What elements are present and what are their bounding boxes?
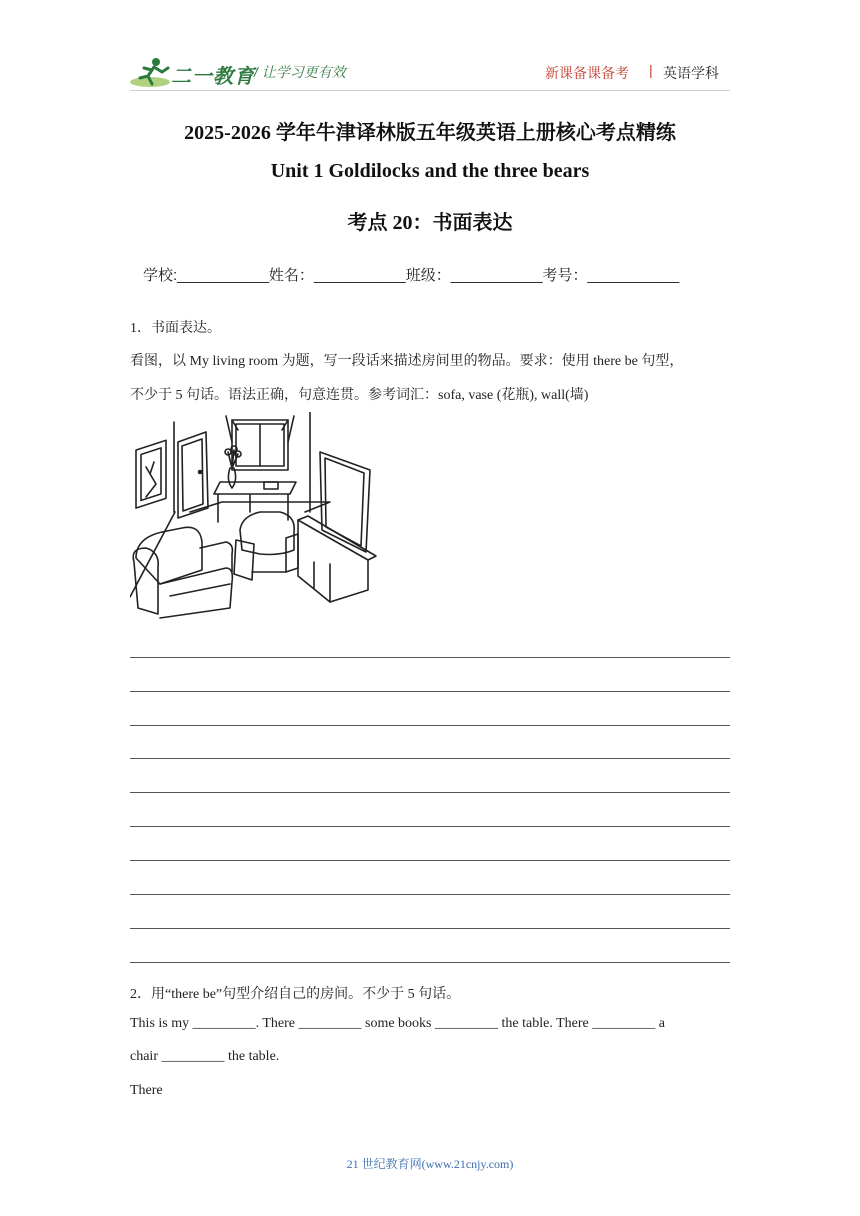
writing-line[interactable] [130, 928, 730, 929]
question-2-line-3: There [130, 1083, 163, 1098]
header-divider [130, 90, 730, 91]
logo-text: 二一教育 [171, 66, 255, 88]
question-1-instruction-2: 不少于 5 句话。语法正确，句意连贯。参考词汇：sofa, vase (花瓶), wall(墙) [130, 388, 589, 403]
writing-line[interactable] [130, 826, 730, 827]
writing-line[interactable] [130, 894, 730, 895]
writing-line[interactable] [130, 758, 730, 759]
slogan: / 让学习更有效 [254, 64, 346, 80]
writing-line[interactable] [130, 792, 730, 793]
question-2-heading: 2．用“there be”句型介绍自己的房间。不少于 5 句话。 [130, 987, 461, 1002]
header-separator: | [649, 62, 653, 78]
header-subject-label: 英语学科 [663, 65, 719, 81]
question-2-line-1: This is my _________. There _________ some books _________ the table. There _________ a [130, 1016, 665, 1031]
question-1-heading: 1．书面表达。 [130, 321, 221, 336]
writing-line[interactable] [130, 962, 730, 963]
question-2-line-2: chair _________ the table. [130, 1049, 280, 1064]
document-title: 2025-2026 学年牛津译林版五年级英语上册核心考点精练 [184, 122, 676, 144]
writing-line[interactable] [130, 657, 730, 658]
question-1-instruction-1: 看图，以 My living room 为题，写一段话来描述房间里的物品。要求：使用 there be 句型， [130, 354, 684, 369]
writing-line[interactable] [130, 691, 730, 692]
student-info-line: 学校:___________姓名：___________班级：___________考号：___________ [143, 267, 680, 284]
header-course-label: 新课备课备考 [545, 65, 629, 81]
living-room-illustration [130, 412, 378, 620]
unit-title: Unit 1 Goldilocks and the three bears [270, 160, 590, 182]
writing-line[interactable] [130, 860, 730, 861]
topic-title: 考点 20：书面表达 [347, 212, 513, 234]
writing-line[interactable] [130, 725, 730, 726]
footer-source[interactable]: 21 世纪教育网(www.21cnjy.com) [346, 1157, 514, 1171]
